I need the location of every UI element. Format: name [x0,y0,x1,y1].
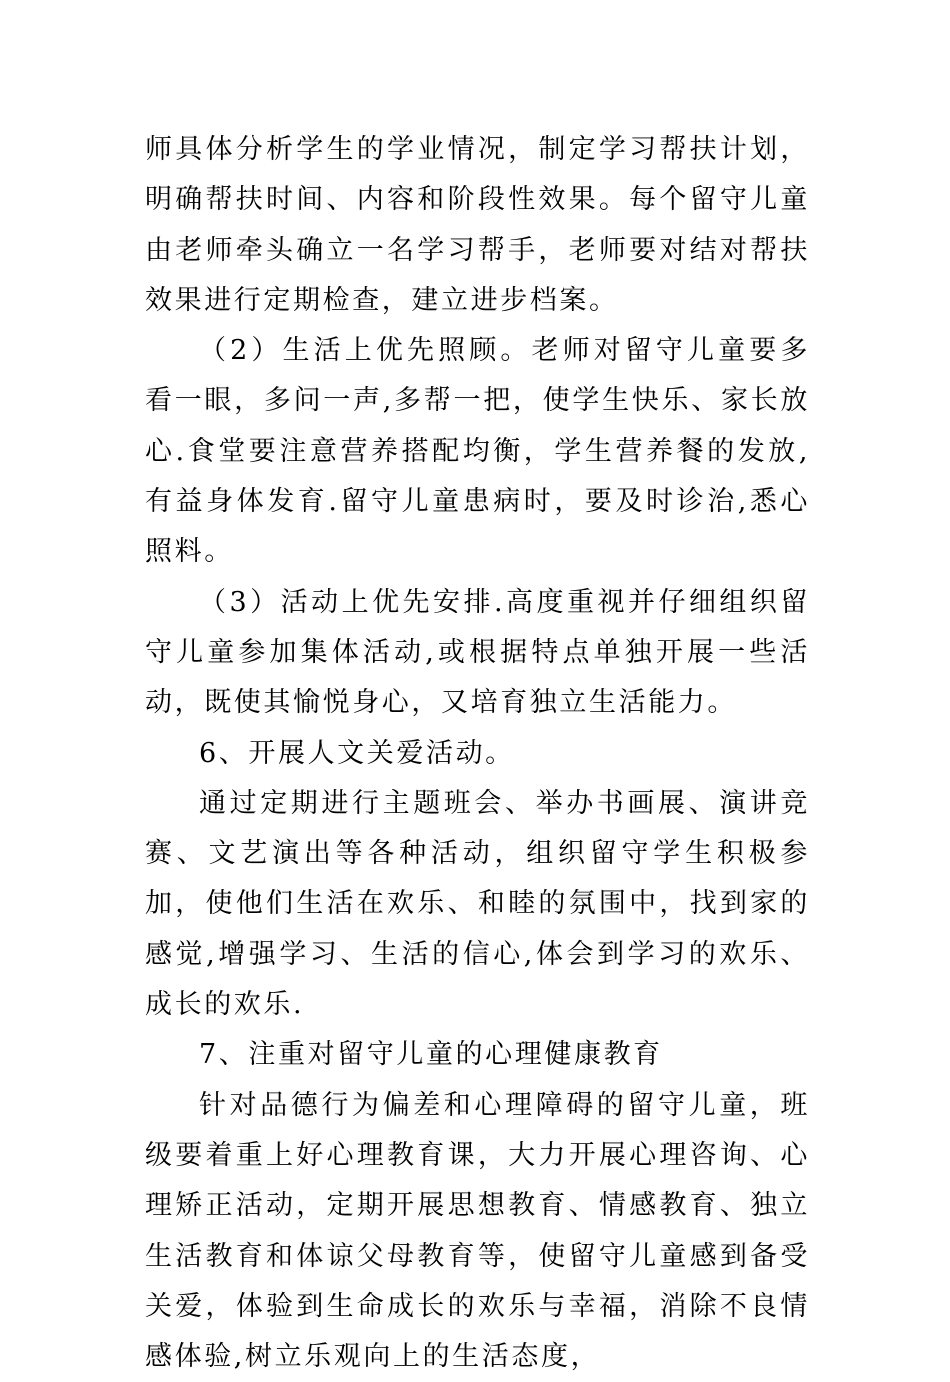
section-heading-7: 7、注重对留守儿童的心理健康教育 [199,1039,663,1071]
paragraph-3: （3）活动上优先安排.高度重视并仔细组织留守儿童参加集体活动,或根据特点单独开展一些活动，既使其愉悦身心，又培育独立生活能力。 [145,586,810,719]
paragraph-2: （2）生活上优先照顾。老师对留守儿童要多看一眼，多问一声,多帮一把，使学生快乐、家长放心.食堂要注意营养搭配均衡，学生营养餐的发放,有益身体发育.留守儿童患病时，要及时诊治,悉心照料。 [145,335,810,568]
paragraph-5: 针对品德行为偏差和心理障碍的留守儿童，班级要着重上好心理教育课，大力开展心理咨询、心理矫正活动，定期开展思想教育、情感教育、独立生活教育和体谅父母教育等，使留守儿童感到备受关爱，体验到生命成长的欢乐与幸福，消除不良情感体验,树立乐观向上的生活态度， [145,1089,810,1373]
paragraph-1: 师具体分析学生的学业情况，制定学习帮扶计划，明确帮扶时间、内容和阶段性效果。每个留守儿童由老师牵头确立一名学习帮手，老师要对结对帮扶效果进行定期检查，建立进步档案。 [145,134,810,316]
paragraph-4: 通过定期进行主题班会、举办书画展、演讲竞赛、文艺演出等各种活动，组织留守学生积极参加，使他们生活在欢乐、和睦的氛围中，找到家的感觉,增强学习、生活的信心,体会到学习的欢乐、成长的欢乐. [145,787,810,1021]
section-heading-6: 6、开展人文关爱活动。 [199,737,515,769]
document-body [145,125,810,1382]
